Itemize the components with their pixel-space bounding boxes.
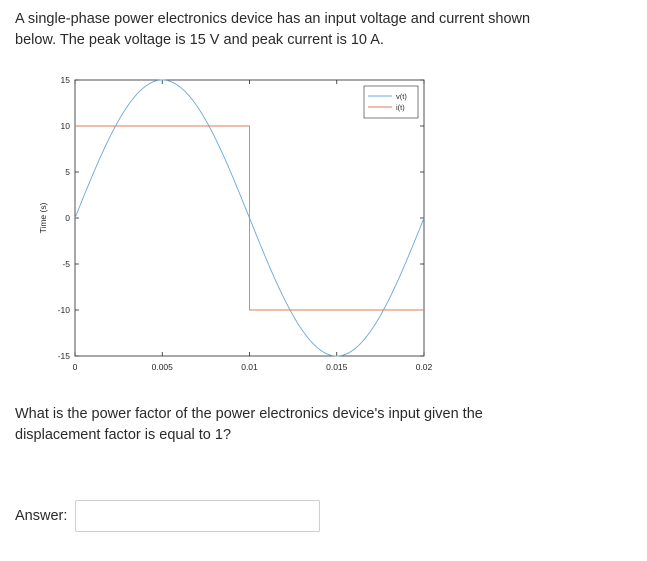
y-tick-label: 15 xyxy=(60,75,70,85)
answer-label: Answer: xyxy=(15,508,68,524)
x-tick-label: 0.005 xyxy=(151,362,173,372)
y-tick-label: -5 xyxy=(62,259,70,269)
x-tick-label: 0.01 xyxy=(241,362,258,372)
legend-box xyxy=(364,86,418,118)
chart xyxy=(0,60,647,390)
answer-input[interactable] xyxy=(75,500,320,532)
x-tick-label: 0 xyxy=(72,362,78,372)
y-tick-label: 5 xyxy=(65,167,70,177)
y-tick-label: -15 xyxy=(57,351,70,361)
y-tick-label: -10 xyxy=(57,305,70,315)
x-tick-label: 0.02 xyxy=(415,362,433,372)
legend-entry: v(t) xyxy=(396,92,407,101)
y-tick-label: 0 xyxy=(65,213,70,223)
y-axis-label: Time (s) xyxy=(38,202,48,234)
question-prompt: What is the power factor of the power electronics device's input given the displacement factor is equal to 1? xyxy=(15,406,483,443)
x-tick-label: 0.015 xyxy=(326,362,348,372)
legend-entry: i(t) xyxy=(396,103,405,112)
question-intro: A single-phase power electronics device has an input voltage and current shown below. The peak voltage is 15 V and peak current is 10 A. xyxy=(15,11,531,48)
y-tick-label: 10 xyxy=(60,121,70,131)
